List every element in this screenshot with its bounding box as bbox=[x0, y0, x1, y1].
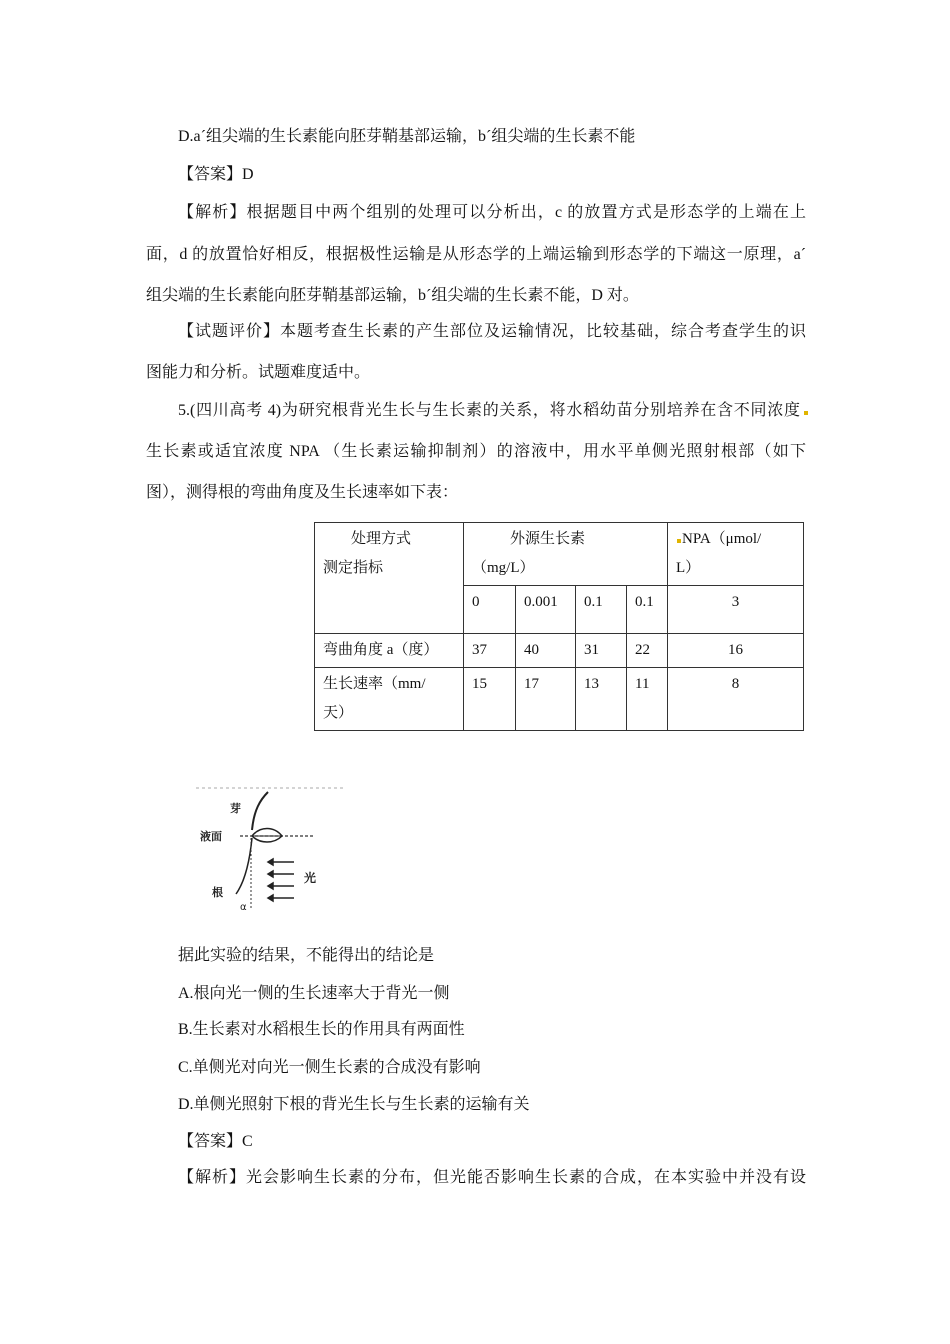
header-auxin-unit: （mg/L） bbox=[472, 560, 535, 576]
analysis-line-2: 面，d 的放置恰好相反，根据极性运输是从形态学的上端运输到形态学的下端这一原理，a´ bbox=[146, 246, 806, 263]
seedling-figure bbox=[194, 780, 354, 915]
header-npa-title: NPA（μmol/ bbox=[682, 531, 762, 547]
question-line-2: 生长素或适宜浓度 NPA （生长素运输抑制剂）的溶液中，用水平单侧光照射根部（如下 bbox=[146, 443, 806, 460]
bud-stem bbox=[252, 792, 268, 830]
question-line-3: 图），测得根的弯曲角度及生长速率如下表： bbox=[146, 484, 459, 501]
header-index: 测定指标 bbox=[323, 560, 384, 576]
label-light: 光 bbox=[304, 871, 317, 885]
table-row bbox=[315, 668, 804, 731]
root bbox=[236, 838, 252, 894]
conc-cell: 0.001 bbox=[516, 586, 576, 634]
value-cell: 15 bbox=[464, 668, 516, 731]
row-label: 弯曲角度 a（度） bbox=[315, 634, 464, 668]
header-method: 处理方式 bbox=[351, 531, 412, 547]
header-corner-cell bbox=[315, 523, 464, 634]
light-arrows bbox=[268, 859, 294, 901]
header-auxin-cell bbox=[464, 523, 668, 586]
value-cell: 31 bbox=[576, 634, 627, 668]
conc-cell: 3 bbox=[668, 586, 804, 634]
table-row bbox=[315, 523, 804, 586]
label-root: 根 bbox=[212, 886, 223, 899]
table-row bbox=[315, 634, 804, 668]
value-cell: 22 bbox=[627, 634, 668, 668]
conclusion-question: 据此实验的结果，不能得出的结论是 bbox=[178, 947, 435, 964]
seed bbox=[252, 829, 282, 843]
row-label-line-1: 生长速率（mm/ bbox=[323, 676, 426, 692]
value-cell: 13 bbox=[576, 668, 627, 731]
evaluation-line-1: 【试题评价】本题考查生长素的产生部位及运输情况，比较基础，综合考查学生的识 bbox=[178, 323, 806, 340]
value-cell: 16 bbox=[668, 634, 804, 668]
label-bud: 芽 bbox=[230, 802, 241, 815]
label-surface: 液面 bbox=[200, 830, 222, 843]
conc-cell: 0.1 bbox=[576, 586, 627, 634]
value-cell: 40 bbox=[516, 634, 576, 668]
edit-marker bbox=[804, 411, 808, 415]
value-cell: 17 bbox=[516, 668, 576, 731]
analysis-line-1: 【解析】根据题目中两个组别的处理可以分析出，c 的放置方式是形态学的上端在上 bbox=[178, 204, 806, 221]
option-d-line: D.a´组尖端的生长素能向胚芽鞘基部运输，b´组尖端的生长素不能 bbox=[178, 128, 636, 145]
answer-line: 【答案】D bbox=[178, 166, 254, 183]
header-auxin-title: 外源生长素 bbox=[510, 531, 586, 547]
question-line-1: 5.(四川高考 4)为研究根背光生长与生长素的关系，将水稻幼苗分别培养在含不同浓度 bbox=[178, 402, 800, 419]
evaluation-line-2: 图能力和分析。试题难度适中。 bbox=[146, 364, 371, 381]
option-d: D.单侧光照射下根的背光生长与生长素的运输有关 bbox=[178, 1096, 530, 1113]
data-table bbox=[314, 522, 804, 731]
option-c: C.单侧光对向光一侧生长素的合成没有影响 bbox=[178, 1059, 481, 1076]
analysis-line-3: 组尖端的生长素能向胚芽鞘基部运输，b´组尖端的生长素不能，D 对。 bbox=[146, 287, 639, 304]
edit-marker bbox=[677, 539, 681, 543]
option-b: B.生长素对水稻根生长的作用具有两面性 bbox=[178, 1021, 465, 1038]
option-a: A.根向光一侧的生长速率大于背光一侧 bbox=[178, 985, 450, 1002]
conc-cell: 0 bbox=[464, 586, 516, 634]
label-alpha: α bbox=[240, 902, 247, 913]
answer-line-2: 【答案】C bbox=[178, 1133, 253, 1150]
header-npa-unit: L） bbox=[676, 560, 701, 576]
conc-cell: 0.1 bbox=[627, 586, 668, 634]
value-cell: 37 bbox=[464, 634, 516, 668]
row-label bbox=[315, 668, 464, 731]
analysis-line-4: 【解析】光会影响生长素的分布，但光能否影响生长素的合成，在本实验中并没有设 bbox=[178, 1169, 806, 1186]
header-npa-cell bbox=[668, 523, 804, 586]
value-cell: 8 bbox=[668, 668, 804, 731]
value-cell: 11 bbox=[627, 668, 668, 731]
row-label-line-2: 天） bbox=[323, 705, 354, 721]
